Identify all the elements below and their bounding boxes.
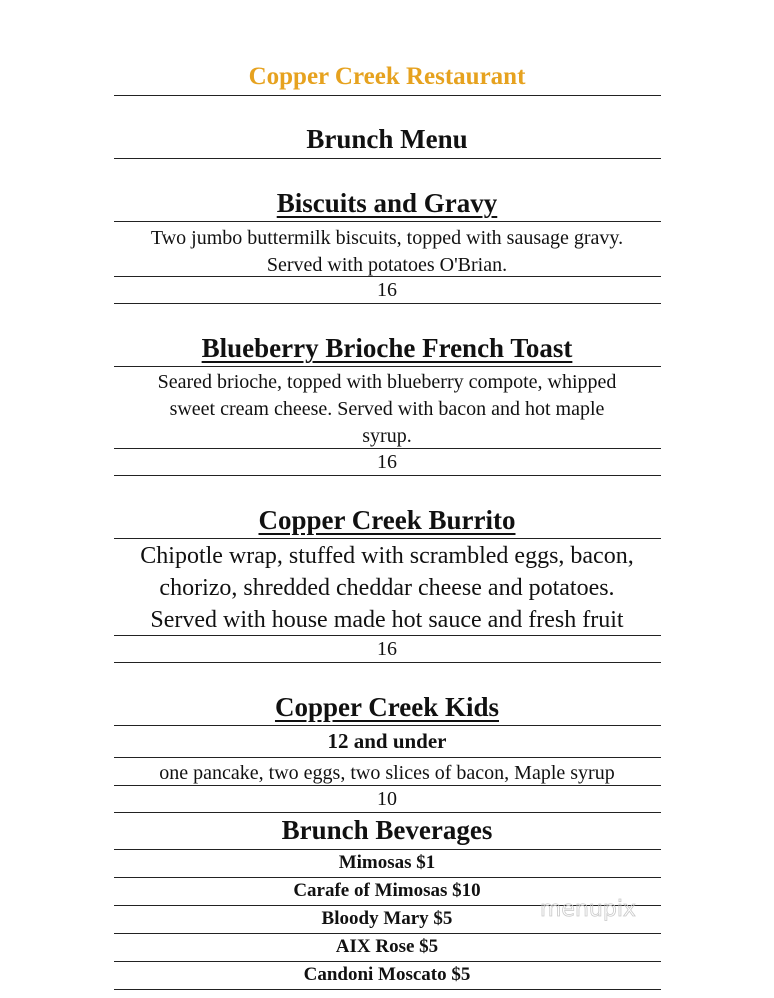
divider <box>114 989 661 990</box>
dish-price: 16 <box>377 279 397 301</box>
divider <box>114 635 661 636</box>
dish-description-line: Served with house made hot sauce and fresh fruit <box>150 607 624 633</box>
beverage-item: Mimosas $1 <box>338 852 436 873</box>
dish-subtitle: 12 and under <box>327 729 447 753</box>
beverage-item: AIX Rose $5 <box>335 936 439 957</box>
divider <box>114 812 661 813</box>
dish-description-line: Seared brioche, topped with blueberry compote, whipped <box>157 371 617 393</box>
divider <box>114 961 661 962</box>
divider <box>114 757 661 758</box>
dish-description-line: Chipotle wrap, stuffed with scrambled eggs, bacon, <box>140 543 634 569</box>
dish-description-line: syrup. <box>362 425 412 447</box>
divider <box>114 849 661 850</box>
dish-title-copper-creek-kids: Copper Creek Kids <box>274 692 499 722</box>
beverage-item: Carafe of Mimosas $10 <box>293 880 481 901</box>
divider <box>114 276 661 277</box>
dish-price: 10 <box>377 788 397 810</box>
dish-description-line: Two jumbo buttermilk biscuits, topped with sausage gravy. <box>150 227 624 249</box>
divider <box>114 933 661 934</box>
beverage-item: Bloody Mary $5 <box>321 908 453 929</box>
dish-description-line: Served with potatoes O'Brian. <box>266 254 508 276</box>
dish-title-copper-creek-burrito: Copper Creek Burrito <box>258 505 516 535</box>
divider <box>114 725 661 726</box>
divider <box>114 221 661 222</box>
divider <box>114 475 661 476</box>
dish-price: 16 <box>377 638 397 660</box>
beverage-item: Candoni Moscato $5 <box>303 964 471 985</box>
divider <box>114 95 661 96</box>
dish-price: 16 <box>377 451 397 473</box>
beverages-title: Brunch Beverages <box>281 815 493 845</box>
dish-title-blueberry-brioche-french-toast: Blueberry Brioche French Toast <box>201 333 573 363</box>
divider <box>114 538 661 539</box>
divider <box>114 785 661 786</box>
divider <box>114 158 661 159</box>
dish-title-biscuits-and-gravy: Biscuits and Gravy <box>276 188 498 218</box>
dish-description-line: chorizo, shredded cheddar cheese and potatoes. <box>159 575 615 601</box>
dish-description-line: sweet cream cheese. Served with bacon and hot maple <box>169 398 605 420</box>
divider <box>114 877 661 878</box>
menu-title: Brunch Menu <box>306 124 468 154</box>
dish-description-line: one pancake, two eggs, two slices of bacon, Maple syrup <box>159 762 615 784</box>
divider <box>114 448 661 449</box>
divider <box>114 303 661 304</box>
divider <box>114 662 661 663</box>
divider <box>114 366 661 367</box>
restaurant-name: Copper Creek Restaurant <box>248 63 526 90</box>
menupix-watermark: menupix <box>540 897 636 922</box>
